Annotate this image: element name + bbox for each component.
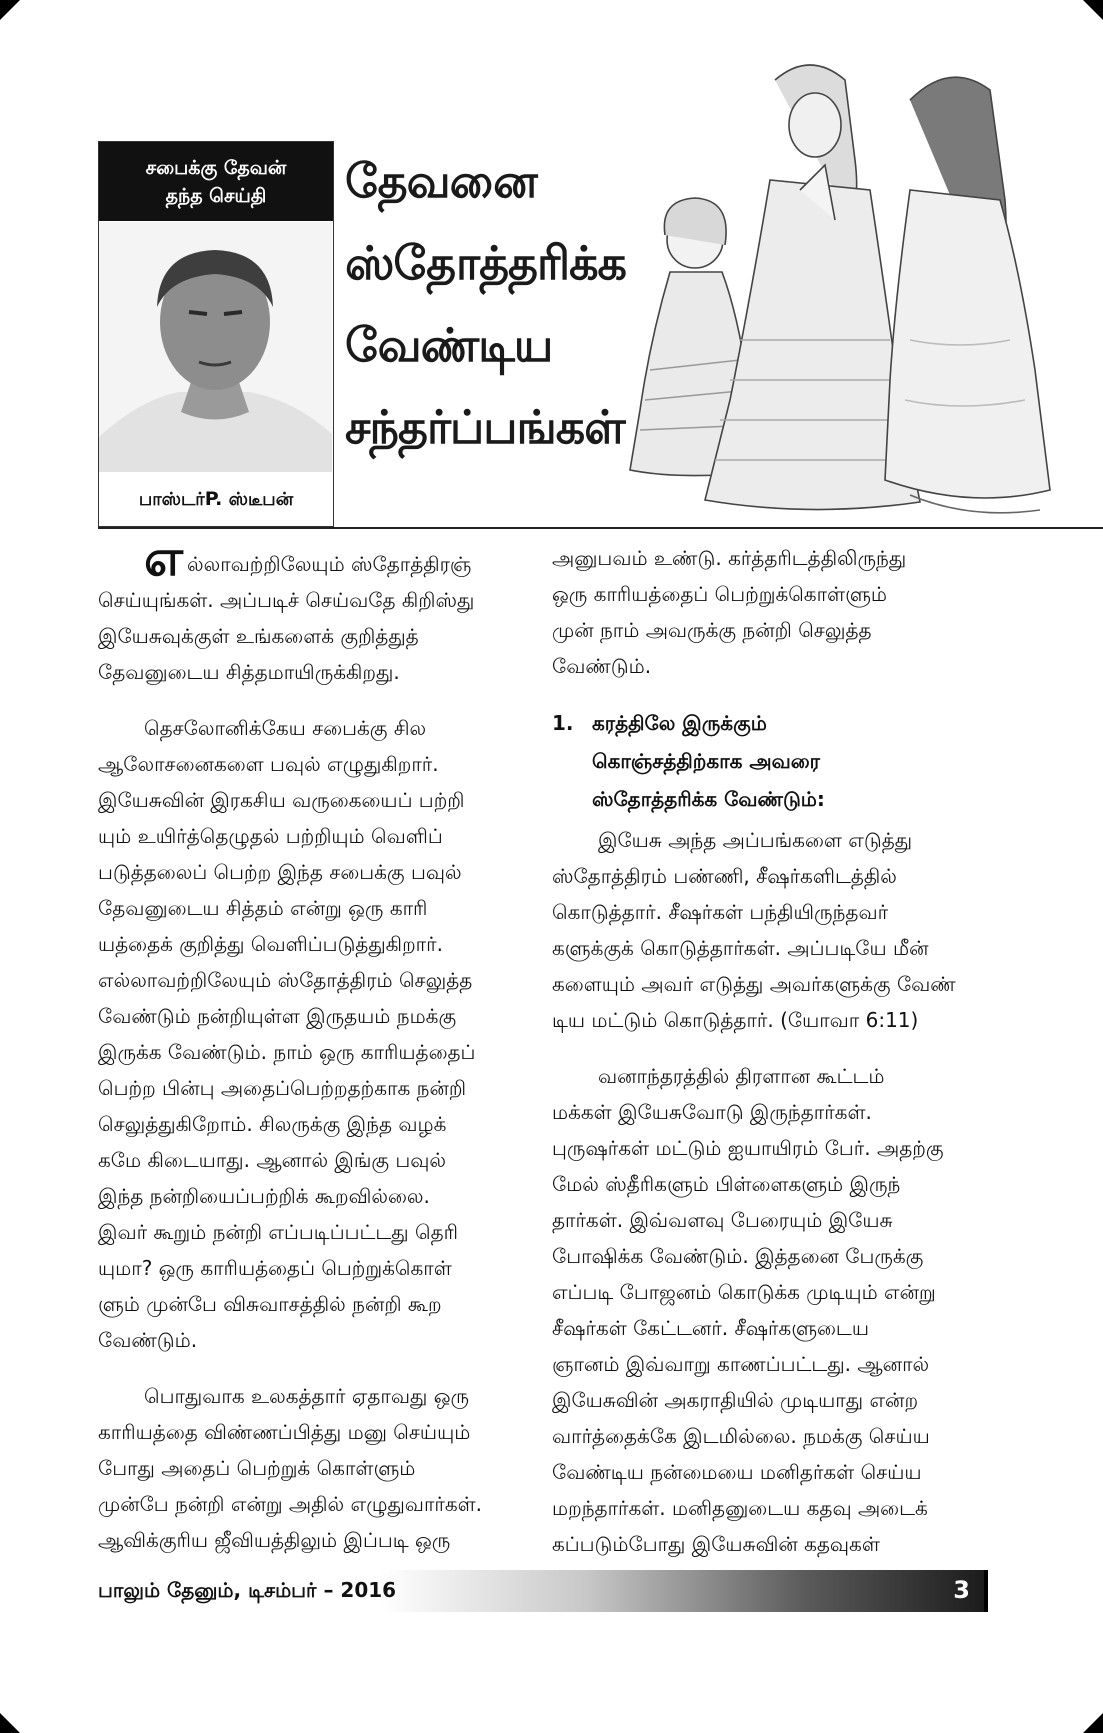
text-line: தேவனுடைய சித்தம் என்று ஒரு காரி — [98, 896, 428, 920]
text-line: இயேசு அந்த அப்பங்களை எடுத்து — [598, 828, 913, 852]
paragraph-continued — [552, 540, 984, 684]
text-line: வார்த்தைக்கே இடமில்லை. நமக்கு செய்ய — [552, 1424, 930, 1448]
corner-mark-top-right — [1083, 0, 1103, 20]
text-line: பொதுவாக உலகத்தார் ஏதாவது ஒரு — [144, 1384, 470, 1408]
author-name-text: ஸ்டீபன் — [228, 489, 294, 510]
title-line: தேவனை — [345, 154, 537, 208]
text-line: வேண்டும். — [552, 654, 652, 678]
text-line: இந்த நன்றியைப்பற்றிக் கூறவில்லை. — [98, 1184, 430, 1208]
text-line: யும் உயிர்த்தெழுதல் பற்றியும் வெளிப் — [98, 824, 443, 848]
author-header-line1: சபைக்கு தேவன் — [145, 156, 287, 179]
text-line: யுமா? ஒரு காரியத்தைப் பெற்றுக்கொள் — [98, 1256, 452, 1280]
text-line: இருக்க வேண்டும். நாம் ஒரு காரியத்தைப் — [98, 1040, 476, 1064]
corner-mark-top-left — [0, 0, 20, 20]
text-line: எல்லாவற்றிலேயும் ஸ்தோத்திரம் செலுத்த — [98, 968, 473, 992]
paragraph-1 — [98, 540, 524, 690]
paragraph-3 — [98, 1378, 524, 1558]
text-line — [98, 540, 524, 582]
author-photo — [99, 222, 332, 472]
text-line: எப்படி போஜனம் கொடுக்க முடியும் என்று — [552, 1280, 936, 1304]
text-line: காரியத்தை விண்ணப்பித்து மனு செய்யும் — [98, 1420, 471, 1444]
author-title: பாஸ்டர் — [138, 489, 205, 510]
praying-women-illustration — [610, 40, 1062, 528]
author-initial: P. — [204, 488, 223, 510]
text-line: டிய மட்டும் கொடுத்தார். (யோவா 6:11) — [552, 1008, 919, 1032]
text-line: கொடுத்தார். சீஷர்கள் பந்தியிருந்தவர் — [552, 900, 889, 924]
title-line: வேண்டிய — [345, 318, 553, 372]
text-line: ஒரு காரியத்தைப் பெற்றுக்கொள்ளும் — [552, 582, 887, 606]
text-line: ஆவிக்குரிய ஜீவியத்திலும் இப்படி ஒரு — [98, 1528, 451, 1552]
text-line: மேல் ஸ்தீரிகளும் பிள்ளைகளும் இருந் — [552, 1172, 901, 1196]
text-line: கமே கிடையாது. ஆனால் இங்கு பவுல் — [98, 1148, 447, 1172]
corner-mark-bottom-right — [1083, 1713, 1103, 1733]
text-line: மறந்தார்கள். மனிதனுடைய கதவு அடைக் — [552, 1496, 928, 1520]
text-line: வேண்டிய நன்மையை மனிதர்கள் செய்ய — [552, 1460, 922, 1484]
text-line: வனாந்தரத்தில் திரளான கூட்டம் — [598, 1064, 885, 1088]
text-line: செய்யுங்கள். அப்படிச் செய்வதே கிறிஸ்து — [98, 588, 475, 612]
section-heading-1 — [552, 704, 984, 818]
text-line: ஆலோசனைகளை பவுல் எழுதுகிறார். — [98, 752, 439, 776]
text-line: தெசலோனிக்கேய சபைக்கு சில — [144, 716, 427, 740]
article-title — [345, 140, 635, 468]
text-line: போது அதைப் பெற்றுக் கொள்ளும் — [98, 1456, 416, 1480]
heading-line: கொஞ்சத்திற்காக அவரை — [592, 749, 821, 773]
section-number: 1. — [552, 711, 574, 735]
text-line: அனுபவம் உண்டு. கர்த்தரிடத்திலிருந்து — [552, 546, 907, 570]
author-header-line2: தந்த செய்தி — [165, 184, 267, 207]
text-line: தேவனுடைய சித்தமாயிருக்கிறது. — [98, 660, 400, 684]
page-footer — [98, 1570, 988, 1612]
title-line: சந்தர்ப்பங்கள் — [345, 400, 625, 454]
text-line: இயேசுவின் அகராதியில் முடியாது என்ற — [552, 1388, 919, 1412]
text-line: பெற்ற பின்பு அதைப்பெற்றதற்காக நன்றி — [98, 1076, 467, 1100]
text-line: இயேசுவின் இரகசிய வருகையைப் பற்றி — [98, 788, 465, 812]
text-line: கப்படும்போது இயேசுவின் கதவுகள் — [552, 1532, 880, 1556]
paragraph-2 — [98, 710, 524, 1358]
page-number: 3 — [953, 1576, 970, 1604]
text-line: யத்தைக் குறித்து வெளிப்படுத்துகிறார். — [98, 932, 443, 956]
text-line: படுத்தலைப் பெற்ற இந்த சபைக்கு பவுல் — [98, 860, 462, 884]
text-line: சீஷர்கள் கேட்டனர். சீஷர்களுடைய — [552, 1316, 869, 1340]
author-box — [98, 141, 334, 527]
text-line: தார்கள். இவ்வளவு பேரையும் இயேசு — [552, 1208, 893, 1232]
text-line: முன்பே நன்றி என்று அதில் எழுதுவார்கள். — [98, 1492, 483, 1516]
paragraph-scripture — [552, 822, 984, 1038]
heading-line: கரத்திலே இருக்கும் — [592, 711, 767, 735]
text-line: செலுத்துகிறோம். சிலருக்கு இந்த வழக் — [98, 1112, 447, 1136]
text-line: ஸ்தோத்திரம் பண்ணி, சீஷர்களிடத்தில் — [552, 864, 897, 888]
corner-mark-bottom-left — [0, 1713, 20, 1733]
text-line: முன் நாம் அவருக்கு நன்றி செலுத்த — [552, 618, 872, 642]
text-line: மக்கள் இயேசுவோடு இருந்தார்கள். — [552, 1100, 872, 1124]
text-line: புருஷர்கள் மட்டும் ஐயாயிரம் பேர். அதற்கு — [552, 1136, 944, 1160]
author-header — [99, 142, 333, 221]
author-name — [99, 488, 333, 512]
text-line-content: ல்லாவற்றிலேயும் ஸ்தோத்திரஞ் — [187, 552, 472, 576]
text-line: களையும் அவர் எடுத்து அவர்களுக்கு வேண் — [552, 972, 956, 996]
text-line: போஷிக்க வேண்டும். இத்தனை பேருக்கு — [552, 1244, 924, 1268]
title-line: ஸ்தோத்தரிக்க — [345, 236, 626, 290]
text-line: வேண்டும். — [98, 1328, 198, 1352]
header-rule — [98, 527, 1103, 529]
article-left-column — [98, 540, 524, 1578]
text-line: இயேசுவுக்குள் உங்களைக் குறித்துத் — [98, 624, 419, 648]
text-line: ஞானம் இவ்வாறு காணப்பட்டது. ஆனால் — [552, 1352, 930, 1376]
drop-cap: எ — [144, 540, 184, 582]
text-line: வேண்டும் நன்றியுள்ள இருதயம் நமக்கு — [98, 1004, 457, 1028]
publication-name: பாலும் தேனும், டிசம்பர் – 2016 — [98, 1578, 397, 1602]
text-line: ளும் முன்பே விசுவாசத்தில் நன்றி கூற — [98, 1292, 442, 1316]
article-right-column — [552, 540, 984, 1582]
text-line: களுக்குக் கொடுத்தார்கள். அப்படியே மீன் — [552, 936, 929, 960]
heading-line: ஸ்தோத்தரிக்க வேண்டும்: — [592, 787, 825, 811]
text-line: இவர் கூறும் நன்றி எப்படிப்பட்டது தெரி — [98, 1220, 458, 1244]
paragraph-wilderness — [552, 1058, 984, 1562]
